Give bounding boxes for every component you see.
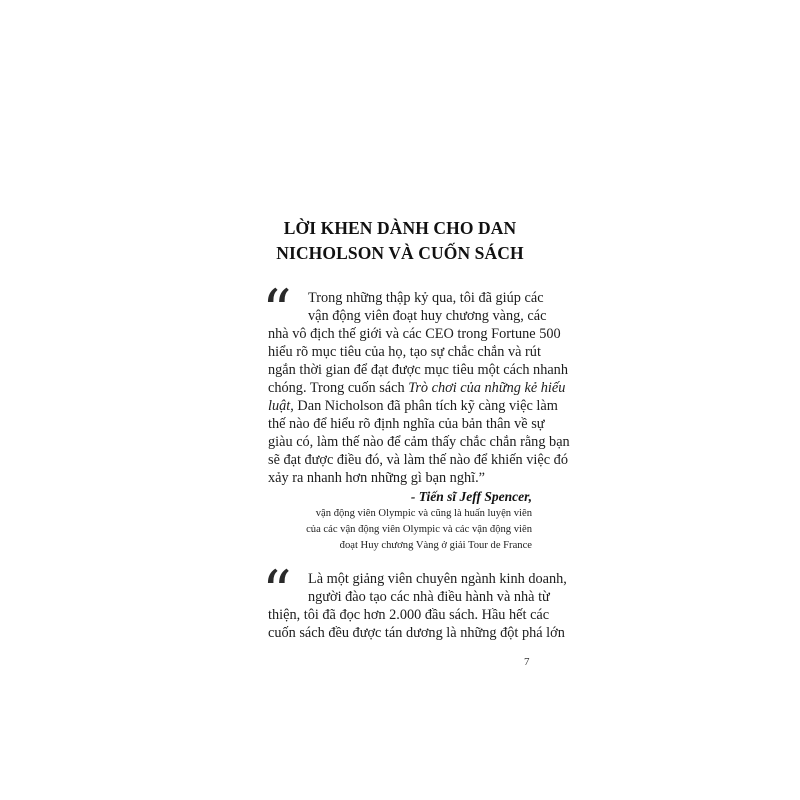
open-quote-mark-1: “ [262,277,292,345]
quote2-line-1: Là một giảng viên chuyên ngành kinh doanh, [308,571,567,587]
attribution-line-2: của các vận động viên Olympic và các vận động viên [306,524,532,535]
book-title-part-1: Trò chơi của những kẻ hiếu [408,380,566,396]
quote2-line-2: người đào tạo các nhà điều hành và nhà từ [308,589,550,605]
page-title-line-1: LỜI KHEN DÀNH CHO DAN [283,218,517,238]
quote1-line-3: nhà vô địch thế giới và các CEO trong Fortune 500 [268,326,561,342]
quote1-line-1: Trong những thập kỷ qua, tôi đã giúp các [308,290,544,306]
page-title [268,216,532,266]
quote1-line-8: thế nào để hiểu rõ định nghĩa của bản thân về sự [268,416,545,432]
quote1-line-7 [268,397,558,415]
quote2-line-3: thiện, tôi đã đọc hơn 2.000 đầu sách. Hầu hết các [268,607,550,623]
page-number: 7 [524,656,530,668]
quote1-line-6 [268,379,566,397]
quote1-line-4: hiểu rõ mục tiêu của họ, tạo sự chắc chắn và rút [268,344,541,360]
quote1-line-7-text: , Dan Nicholson đã phân tích kỹ càng việc làm [290,398,558,414]
open-quote-mark-2: “ [262,558,292,626]
quote1-line-11: xảy ra nhanh hơn những gì bạn nghĩ.” [268,470,486,486]
attribution-line-3: đoạt Huy chương Vàng ở giải Tour de France [339,540,532,551]
quote1-line-10: sẽ đạt được điều đó, và làm thế nào để khiến việc đó [268,452,568,468]
attribution-name: - Tiến sĩ Jeff Spencer, [410,489,532,504]
quote1-line-6-text: chóng. Trong cuốn sách [268,380,405,396]
quote1-line-9: giàu có, làm thế nào để cảm thấy chắc chắn rằng bạn [268,434,570,450]
quote1-line-5: ngắn thời gian để đạt được mục tiêu một cách nhanh [268,362,568,378]
book-title-part-2: luật [268,398,291,414]
attribution-line-1: vận động viên Olympic và cũng là huấn luyện viên [315,508,532,519]
quote1-line-2: vận động viên đoạt huy chương vàng, các [308,308,547,324]
quote2-line-4: cuốn sách đều được tán dương là những đột phá lớn [268,625,565,641]
page-title-line-2: NICHOLSON VÀ CUỐN SÁCH [276,243,524,263]
